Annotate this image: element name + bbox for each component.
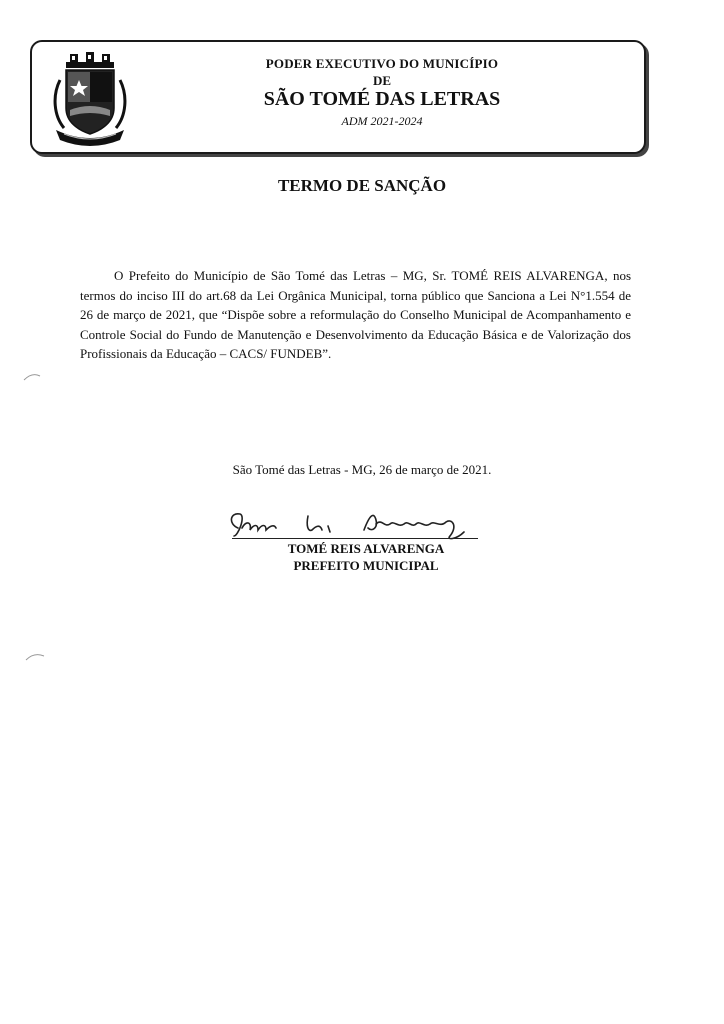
signer-role: PREFEITO MUNICIPAL xyxy=(293,558,439,573)
header-line-de: DE xyxy=(372,73,392,88)
handwritten-signature xyxy=(224,506,488,546)
signer-name: TOMÉ REIS ALVARENGA xyxy=(287,541,445,556)
signature-line xyxy=(232,538,478,539)
coat-of-arms-icon xyxy=(50,50,130,146)
header-administration: ADM 2021-2024 xyxy=(341,114,423,128)
header-municipality: SÃO TOMÉ DAS LETRAS xyxy=(263,88,501,110)
document-title: TERMO DE SANÇÃO xyxy=(277,176,447,195)
letterhead xyxy=(30,40,646,154)
place-date: São Tomé das Letras - MG, 26 de março de 2021. xyxy=(232,462,492,477)
document-body: O Prefeito do Município de São Tomé das Letras – MG, Sr. TOMÉ REIS ALVARENGA, nos termos do inciso III do art.68 da Lei Orgânica Municipal, torna público que Sanciona a Lei N°1.554 de 26 de março de 2021, que “Dispõe sobre a reformulação do Conselho Municipal de Acompanhamento e Controle Social do Fundo de Manutenção e Desenvolvimento da Educação Básica e de Valorização dos Profissionais da Educação – CACS/ FUNDEB”. xyxy=(80,268,631,362)
scan-mark xyxy=(24,652,46,662)
scan-mark xyxy=(22,372,42,382)
header-line-executive: PODER EXECUTIVO DO MUNICÍPIO xyxy=(265,56,499,71)
